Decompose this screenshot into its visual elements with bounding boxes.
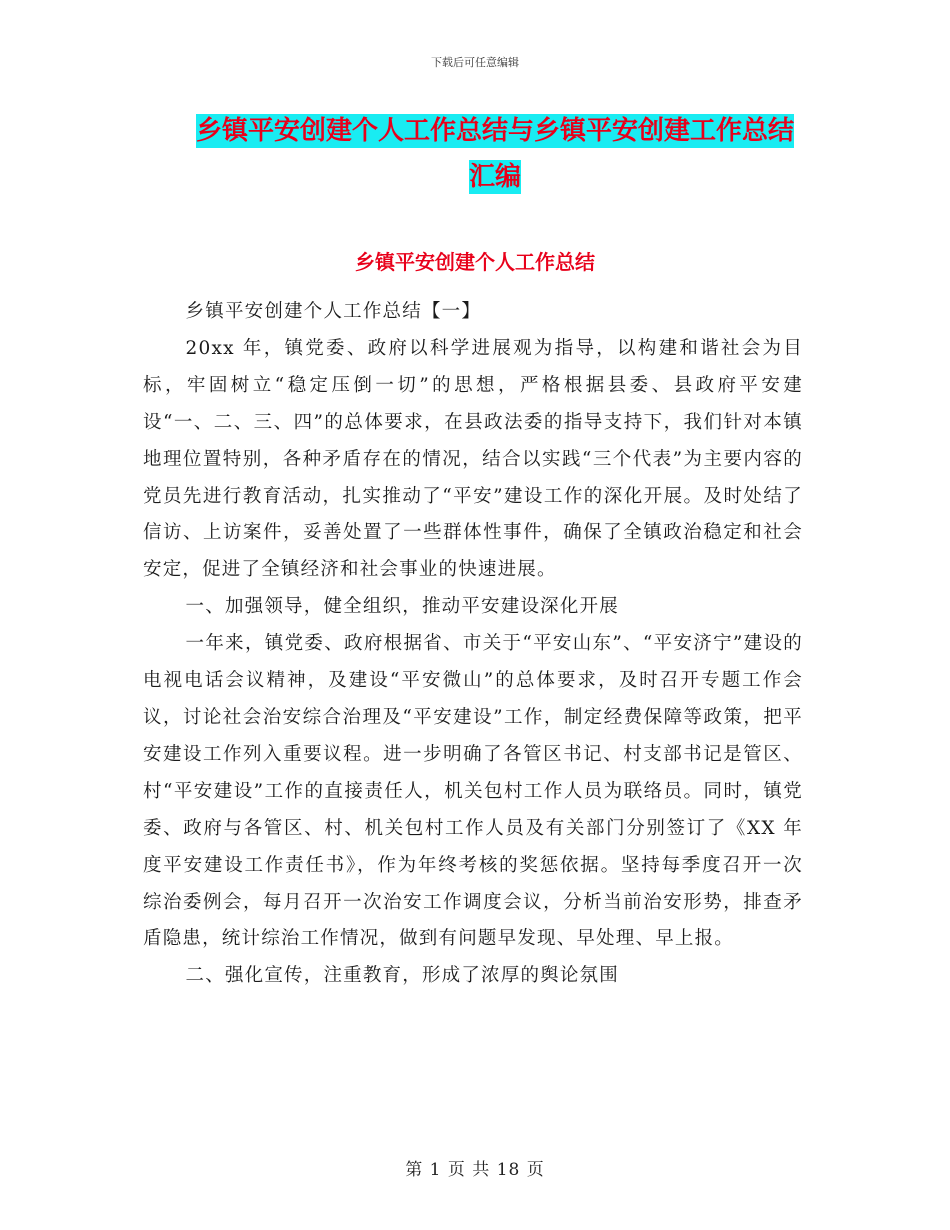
page-footer: 第 1 页 共 18 页 xyxy=(405,1160,545,1180)
title-line-2: 汇编 xyxy=(468,162,521,192)
section-heading-1: 一、加强领导，健全组织，推动平安建设深化开展 xyxy=(185,596,619,618)
section-title: 乡镇平安创建个人工作总结 xyxy=(355,250,595,274)
paragraph-intro: 20xx 年，镇党委、政府以科学进展观为指导，以构建和谐社会为目标，牢固树立“稳定压倒一切”的思想，严格根据县委、县政府平安建设“一、二、三、四”的总体要求，在县政法委的指导支持下，我们针对本镇地理位置特别，各种矛盾存在的情况，结合以实践“三个代表”为主要内容的党员先进行教育活动，扎实推动了“平安”建设工作的深化开展。及时处结了信访、上访案件，妥善处置了一些群体性事件，确保了全镇政治稳定和社会安定，促进了全镇经济和社会事业的快速进展。 xyxy=(143,337,803,581)
paragraph-heading-1: 乡镇平安创建个人工作总结【一】 xyxy=(185,301,482,322)
document-title xyxy=(120,108,870,200)
section-heading-2: 二、强化宣传，注重教育，形成了浓厚的舆论氛围 xyxy=(185,965,619,987)
document-body xyxy=(143,294,803,995)
header-note: 下载后可任意编辑 xyxy=(431,56,519,69)
title-line-1: 乡镇平安创建个人工作总结与乡镇平安创建工作总结 xyxy=(195,116,794,146)
paragraph-section-1: 一年来，镇党委、政府根据省、市关于“平安山东”、“平安济宁”建设的电视电话会议精神，及建设“平安微山”的总体要求，及时召开专题工作会议，讨论社会治安综合治理及“平安建设”工作，制定经费保障等政策，把平安建设工作列入重要议程。进一步明确了各管区书记、村支部书记是管区、村“平安建设”工作的直接责任人，机关包村工作人员为联络员。同时，镇党委、政府与各管区、村、机关包村工作人员及有关部门分别签订了《XX 年度平安建设工作责任书》，作为年终考核的奖惩依据。坚持每季度召开一次综治委例会，每月召开一次治安工作调度会议，分析当前治安形势，排查矛盾隐患，统计综治工作情况，做到有问题早发现、早处理、早上报。 xyxy=(143,633,803,950)
